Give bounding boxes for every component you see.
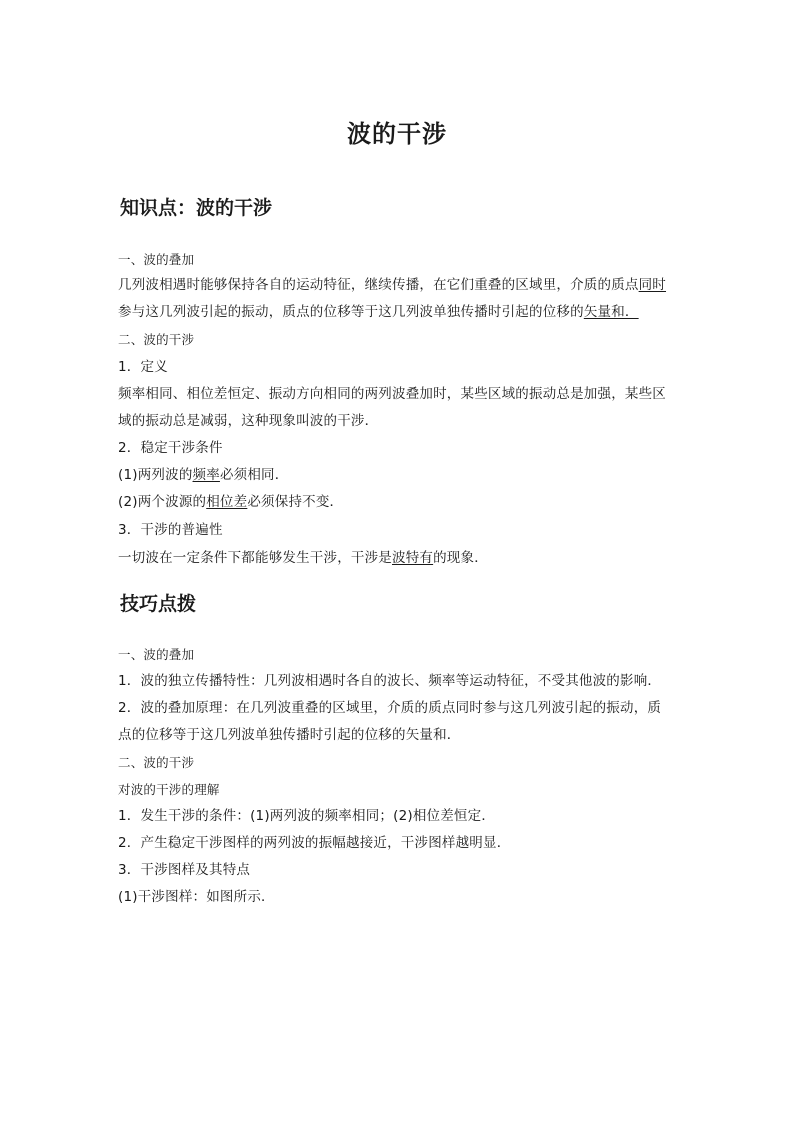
text: 必须相同． bbox=[219, 467, 289, 483]
text: 的现象． bbox=[433, 550, 488, 566]
paragraph-line: 域的振动总是减弱，这种现象叫波的干涉． bbox=[118, 413, 379, 429]
paragraph-line bbox=[118, 548, 678, 568]
subheading-interference: 二、波的干涉 bbox=[118, 755, 195, 770]
subheading-interference: 二、波的干涉 bbox=[118, 332, 195, 347]
section-heading-knowledge: 知识点：波的干涉 bbox=[120, 197, 273, 219]
paragraph-line: (1)干涉图样：如图所示． bbox=[118, 889, 275, 905]
paragraph-line: 频率相同、相位差恒定、振动方向相同的两列波叠加时，某些区域的振动总是加强，某些区 bbox=[118, 386, 666, 402]
text: 必须保持不变． bbox=[247, 494, 344, 510]
text: (1)两列波的 bbox=[118, 467, 193, 483]
text: (2)两个波源的 bbox=[118, 494, 207, 510]
paragraph-line: 3．干涉图样及其特点 bbox=[118, 862, 251, 878]
paragraph-line bbox=[118, 302, 678, 322]
subheading-superposition: 一、波的叠加 bbox=[118, 647, 195, 662]
paragraph-line bbox=[118, 492, 678, 512]
underlined-text: 频率 bbox=[192, 467, 220, 483]
section-heading-tips: 技巧点拨 bbox=[120, 593, 197, 615]
underlined-text: 同时 bbox=[638, 277, 667, 293]
paragraph-line: 2．波的叠加原理：在几列波重叠的区域里，介质的质点同时参与这几列波引起的振动，质 bbox=[118, 700, 662, 716]
item-conditions: 2．稳定干涉条件 bbox=[118, 440, 223, 456]
item-definition: 1．定义 bbox=[118, 359, 168, 375]
underlined-text: 波特有 bbox=[392, 550, 434, 566]
underlined-text: 矢量和． bbox=[583, 304, 639, 320]
paragraph-line: 2．产生稳定干涉图样的两列波的振幅越接近，干涉图样越明显． bbox=[118, 835, 511, 851]
text: 参与这几列波引起的振动，质点的位移等于这几列波单独传播时引起的位移的 bbox=[118, 304, 584, 320]
subheading-understanding: 对波的干涉的理解 bbox=[118, 782, 220, 797]
subheading-superposition: 一、波的叠加 bbox=[118, 252, 195, 267]
document-title: 波的干涉 bbox=[347, 120, 447, 148]
paragraph-line: 1．波的独立传播特性：几列波相遇时各自的波长、频率等运动特征，不受其他波的影响． bbox=[118, 673, 662, 689]
paragraph-line: 1．发生干涉的条件：(1)两列波的频率相同；(2)相位差恒定． bbox=[118, 808, 496, 824]
text: 几列波相遇时能够保持各自的运动特征，继续传播，在它们重叠的区域里，介质的质点 bbox=[118, 277, 639, 293]
item-universality: 3．干涉的普遍性 bbox=[118, 522, 223, 538]
text: 一切波在一定条件下都能够发生干涉，干涉是 bbox=[118, 550, 392, 566]
underlined-text: 相位差 bbox=[206, 494, 248, 510]
paragraph-line bbox=[118, 275, 678, 295]
paragraph-line: 点的位移等于这几列波单独传播时引起的位移的矢量和． bbox=[118, 727, 461, 743]
paragraph-line bbox=[118, 465, 678, 485]
